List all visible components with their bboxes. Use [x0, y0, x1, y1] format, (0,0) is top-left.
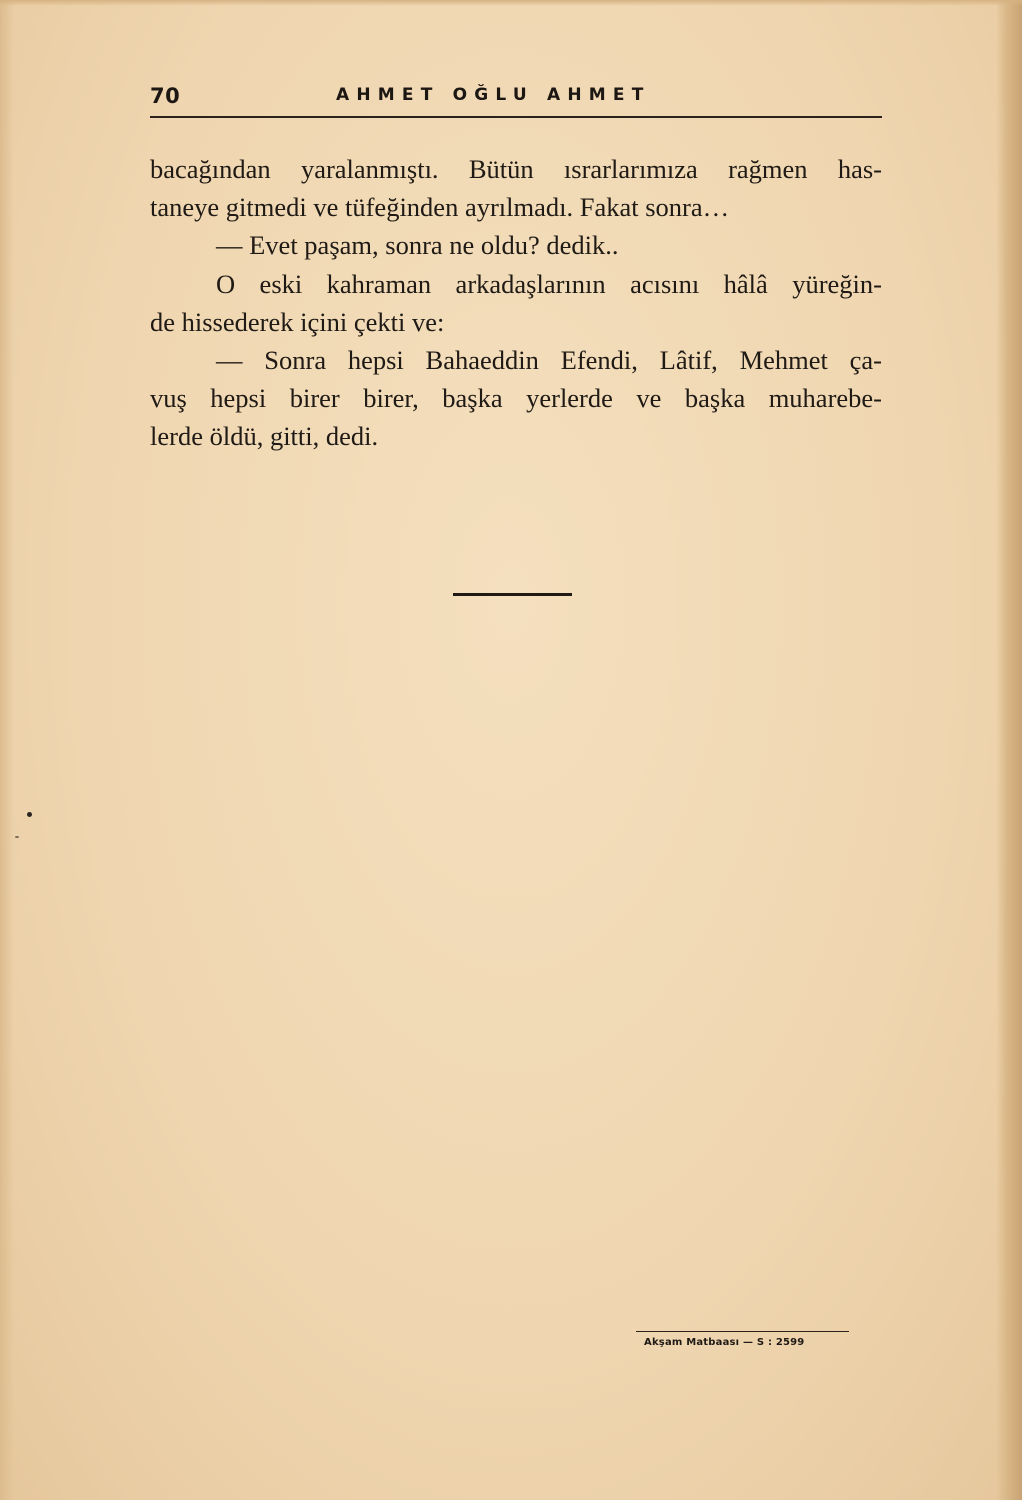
text-line: taneye gitmedi ve tüfeğinden ayrılmadı. Fakat sonra… [150, 192, 730, 223]
ink-speck [27, 812, 32, 817]
body-text [150, 150, 882, 456]
text-line: — Evet paşam, sonra ne oldu? dedik.. [216, 230, 619, 261]
page-header [150, 84, 882, 114]
text-line: de hissederek içini çekti ve: [150, 306, 445, 337]
printer-imprint: Akşam Matbaası — S : 2599 [644, 1337, 805, 1348]
page-top-edge [0, 0, 1022, 6]
text-line: — Sonra hepsi Bahaeddin Efendi, Lâtif, Mehmet ça- [216, 344, 882, 375]
text-line: bacağından yaralanmıştı. Bütün ısrarlarımıza rağmen has- [150, 154, 882, 184]
text-line: O eski kahraman arkadaşlarının acısını hâlâ yüreğin- [216, 268, 882, 299]
ink-speck [15, 836, 19, 838]
page-number: 70 [150, 84, 181, 108]
imprint-rule [636, 1331, 849, 1332]
text-line: vuş hepsi birer birer, başka yerlerde ve başka muharebe- [150, 383, 882, 414]
page-left-edge [0, 0, 14, 1500]
section-end-rule [453, 593, 572, 596]
running-title: AHMET OĞLU AHMET [336, 85, 651, 105]
text-line: lerde öldü, gitti, dedi. [150, 421, 379, 452]
page-right-edge [996, 0, 1022, 1500]
header-rule [150, 116, 882, 118]
